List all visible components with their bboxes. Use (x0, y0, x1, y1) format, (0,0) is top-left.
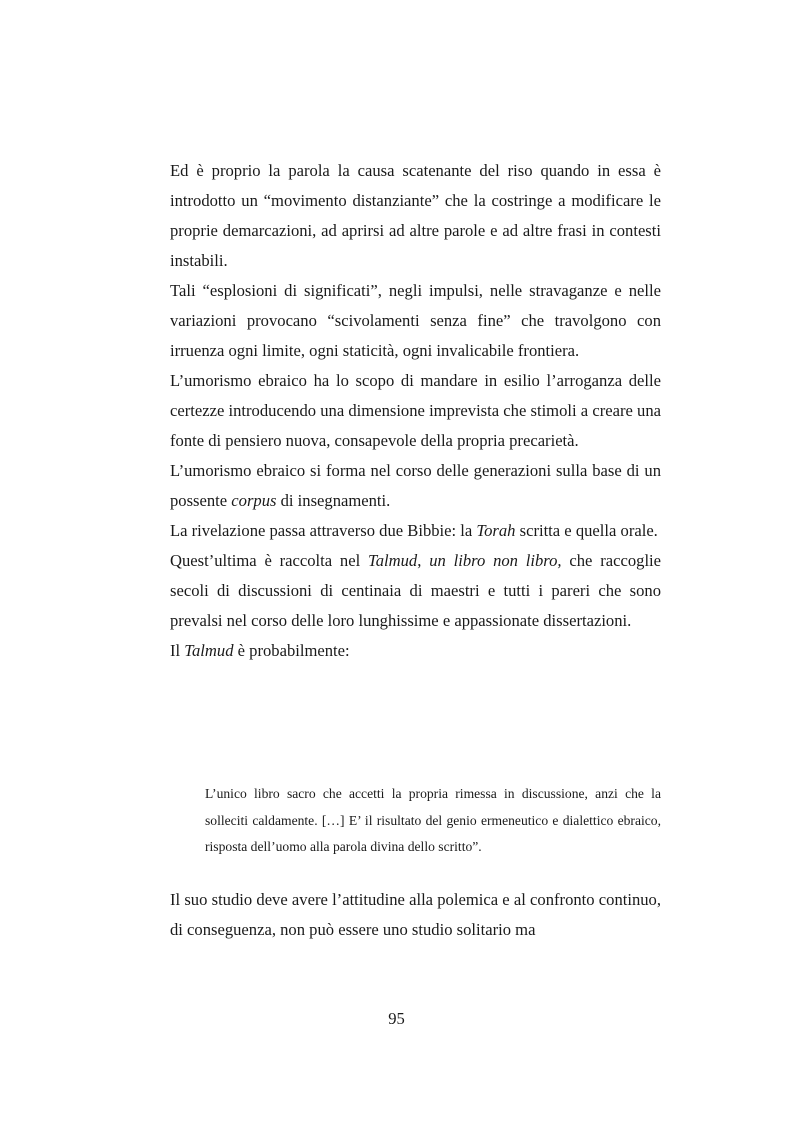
paragraph-6-italic-2: un libro non libro, (429, 551, 562, 570)
paragraph-6-italic-1: Talmud (368, 551, 418, 570)
paragraph-2: Tali “esplosioni di significati”, negli impulsi, nelle stravaganze e nelle variazioni provocano “scivolamenti senza fine” che travolgono con irruenza ogni limite, ogni staticità, ogni invalicabile frontiera. (170, 281, 661, 360)
block-quote-text: L’unico libro sacro che accetti la propria rimessa in discussione, anzi che la solleciti caldamente. […] E’ il risultato del genio ermeneutico e dialettico ebraico, risposta dell’uomo alla parola divina dello scritto”. (205, 786, 661, 854)
paragraph-7-italic: Talmud (184, 641, 234, 660)
paragraph-5-text-after: scritta e quella orale. (515, 521, 658, 540)
paragraph-5-text-before: La rivelazione passa attraverso due Bibbie: la (170, 521, 477, 540)
body-text-continued (170, 885, 661, 945)
paragraph-1: Ed è proprio la parola la causa scatenante del riso quando in essa è introdotto un “movimento distanziante” che la costringe a modificare le proprie demarcazioni, ad aprirsi ad altre parole e ad altre frasi in contesti instabili. (170, 161, 661, 270)
paragraph-4-italic: corpus (231, 491, 277, 510)
paragraph-3: L’umorismo ebraico ha lo scopo di mandare in esilio l’arroganza delle certezze introducendo una dimensione imprevista che stimoli a creare una fonte di pensiero nuova, consapevole della propria precarietà. (170, 371, 661, 450)
paragraph-6-text-middle: , (417, 551, 430, 570)
paragraph-7-text-before: Il (170, 641, 185, 660)
paragraph-6-text-before: Quest’ultima è raccolta nel (170, 551, 369, 570)
paragraph-6 (170, 546, 661, 636)
paragraph-4 (170, 456, 661, 516)
page-number: 95 (388, 1009, 405, 1028)
paragraph-6-text-after: che raccoglie secoli di discussioni di centinaia di maestri e tutti i pareri che sono prevalsi nel corso delle loro lunghissime e appassionate dissertazioni. (170, 551, 662, 630)
paragraph-4-text-before: L’umorismo ebraico si forma nel corso delle generazioni sulla base di un possente (170, 461, 661, 510)
main-body-text (170, 156, 661, 666)
paragraph-8: Il suo studio deve avere l’attitudine alla polemica e al confronto continuo, di conseguenza, non può essere uno studio solitario ma (170, 890, 661, 939)
paragraph-5 (170, 516, 661, 546)
paragraph-4-text-after: di insegnamenti. (276, 491, 391, 510)
paragraph-7 (170, 636, 661, 666)
paragraph-5-italic: Torah (476, 521, 516, 540)
paragraph-7-text-after: è probabilmente: (233, 641, 350, 660)
block-quote (205, 781, 661, 861)
